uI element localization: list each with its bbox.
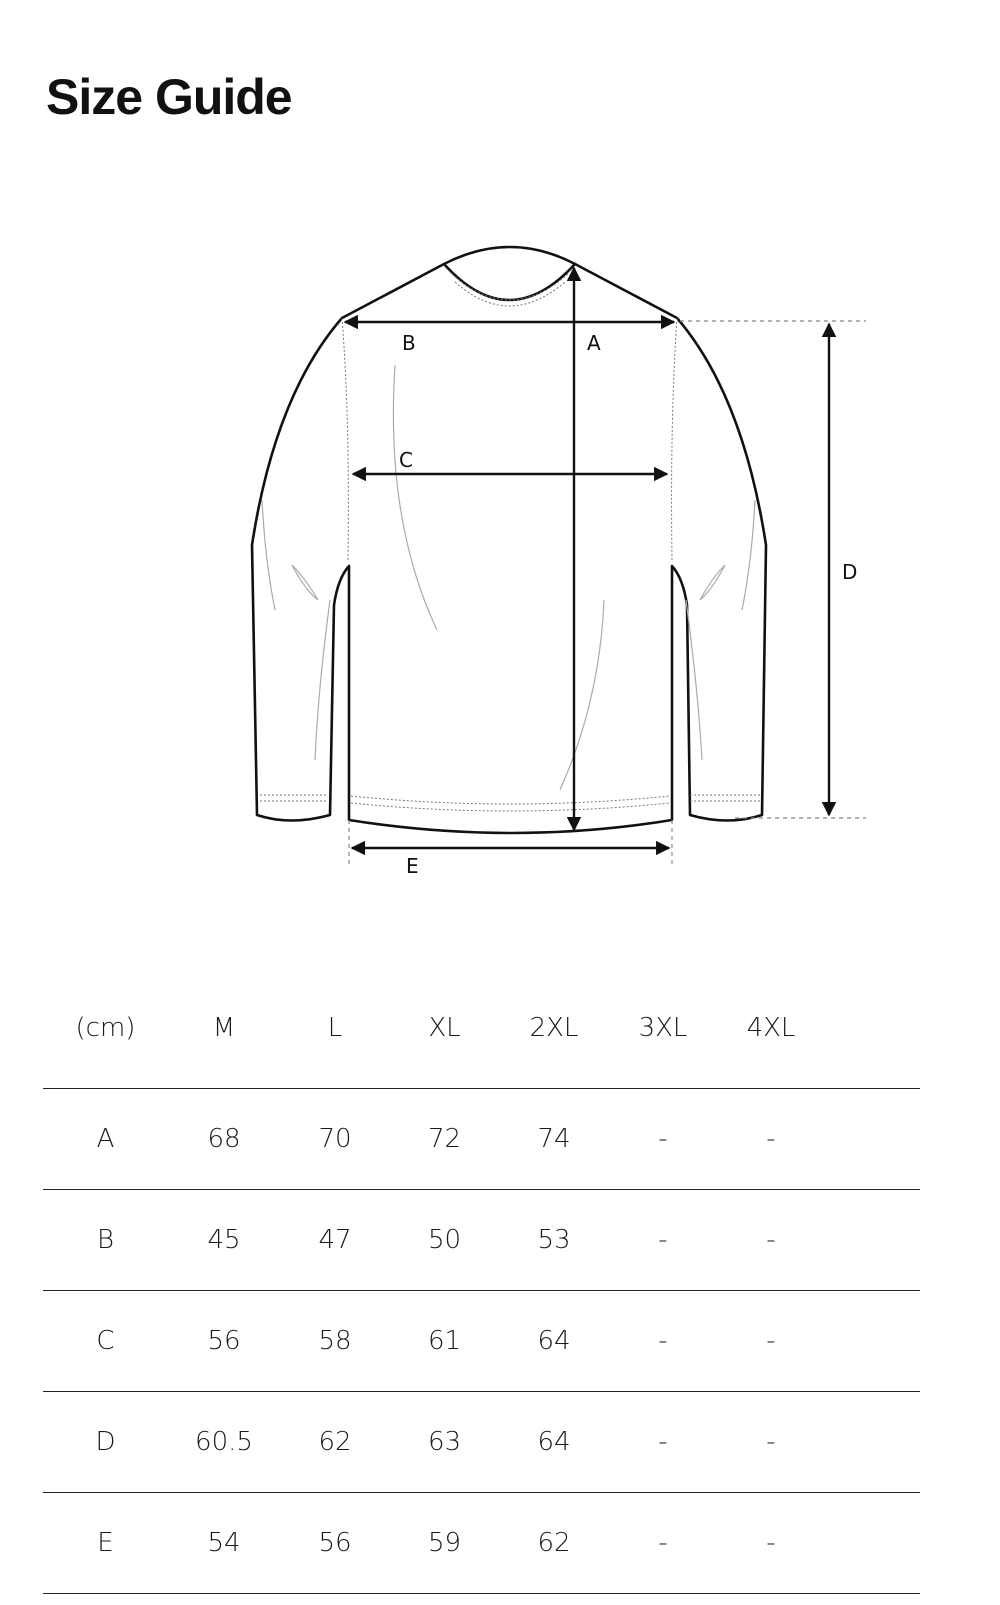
sweatshirt-outline — [252, 247, 766, 833]
unit-label: (cm) — [43, 988, 168, 1089]
measurement-arrows — [345, 268, 829, 848]
table-spacer — [825, 988, 920, 1089]
row-label: C — [43, 1291, 168, 1392]
table-cell: 74 — [499, 1089, 609, 1190]
table-cell: 45 — [168, 1190, 280, 1291]
table-cell: 56 — [168, 1291, 280, 1392]
table-cell: 61 — [390, 1291, 499, 1392]
table-cell: 68 — [168, 1089, 280, 1190]
row-label: E — [43, 1493, 168, 1594]
table-cell: 56 — [280, 1493, 390, 1594]
size-header-4xl: 4XL — [717, 988, 825, 1089]
table-cell: 47 — [280, 1190, 390, 1291]
stitch-lines — [260, 274, 760, 811]
table-cell: 72 — [390, 1089, 499, 1190]
table-header-row — [43, 988, 920, 1089]
table-cell: - — [717, 1392, 825, 1493]
guide-lines — [349, 321, 866, 864]
table-cell: - — [609, 1493, 717, 1594]
page-title: Size Guide — [46, 69, 292, 125]
table-row — [43, 1190, 920, 1291]
row-label: B — [43, 1190, 168, 1291]
row-label: A — [43, 1089, 168, 1190]
table-cell: 63 — [390, 1392, 499, 1493]
table-spacer — [825, 1392, 920, 1493]
table-cell: - — [717, 1291, 825, 1392]
table-cell: 62 — [499, 1493, 609, 1594]
table-row — [43, 1291, 920, 1392]
table-cell: 50 — [390, 1190, 499, 1291]
table-cell: - — [609, 1291, 717, 1392]
table-cell: 62 — [280, 1392, 390, 1493]
table-spacer — [825, 1291, 920, 1392]
table-spacer — [825, 1190, 920, 1291]
label-e: E — [406, 854, 419, 878]
table-row — [43, 1493, 920, 1594]
size-header-xl: XL — [390, 988, 499, 1089]
table-cell: 70 — [280, 1089, 390, 1190]
table-cell: 59 — [390, 1493, 499, 1594]
table-cell: - — [609, 1190, 717, 1291]
table-cell: - — [717, 1190, 825, 1291]
table-cell: - — [609, 1089, 717, 1190]
size-header-3xl: 3XL — [609, 988, 717, 1089]
table-row — [43, 1392, 920, 1493]
size-header-l: L — [280, 988, 390, 1089]
table-cell: 64 — [499, 1392, 609, 1493]
size-header-m: M — [168, 988, 280, 1089]
table-cell: 64 — [499, 1291, 609, 1392]
table-cell: - — [609, 1392, 717, 1493]
row-label: D — [43, 1392, 168, 1493]
table-spacer — [825, 1493, 920, 1594]
fold-shading — [262, 365, 755, 790]
label-b: B — [402, 331, 416, 355]
table-cell: - — [717, 1089, 825, 1190]
table-cell: 60.5 — [168, 1392, 280, 1493]
label-a: A — [587, 331, 601, 355]
table-cell: 58 — [280, 1291, 390, 1392]
table-cell: - — [717, 1493, 825, 1594]
table-cell: 54 — [168, 1493, 280, 1594]
table-cell: 53 — [499, 1190, 609, 1291]
table-row — [43, 1089, 920, 1190]
size-header-2xl: 2XL — [499, 988, 609, 1089]
size-chart-table — [43, 988, 920, 1594]
label-c: C — [399, 448, 413, 472]
table-spacer — [825, 1089, 920, 1190]
label-d: D — [842, 560, 858, 584]
